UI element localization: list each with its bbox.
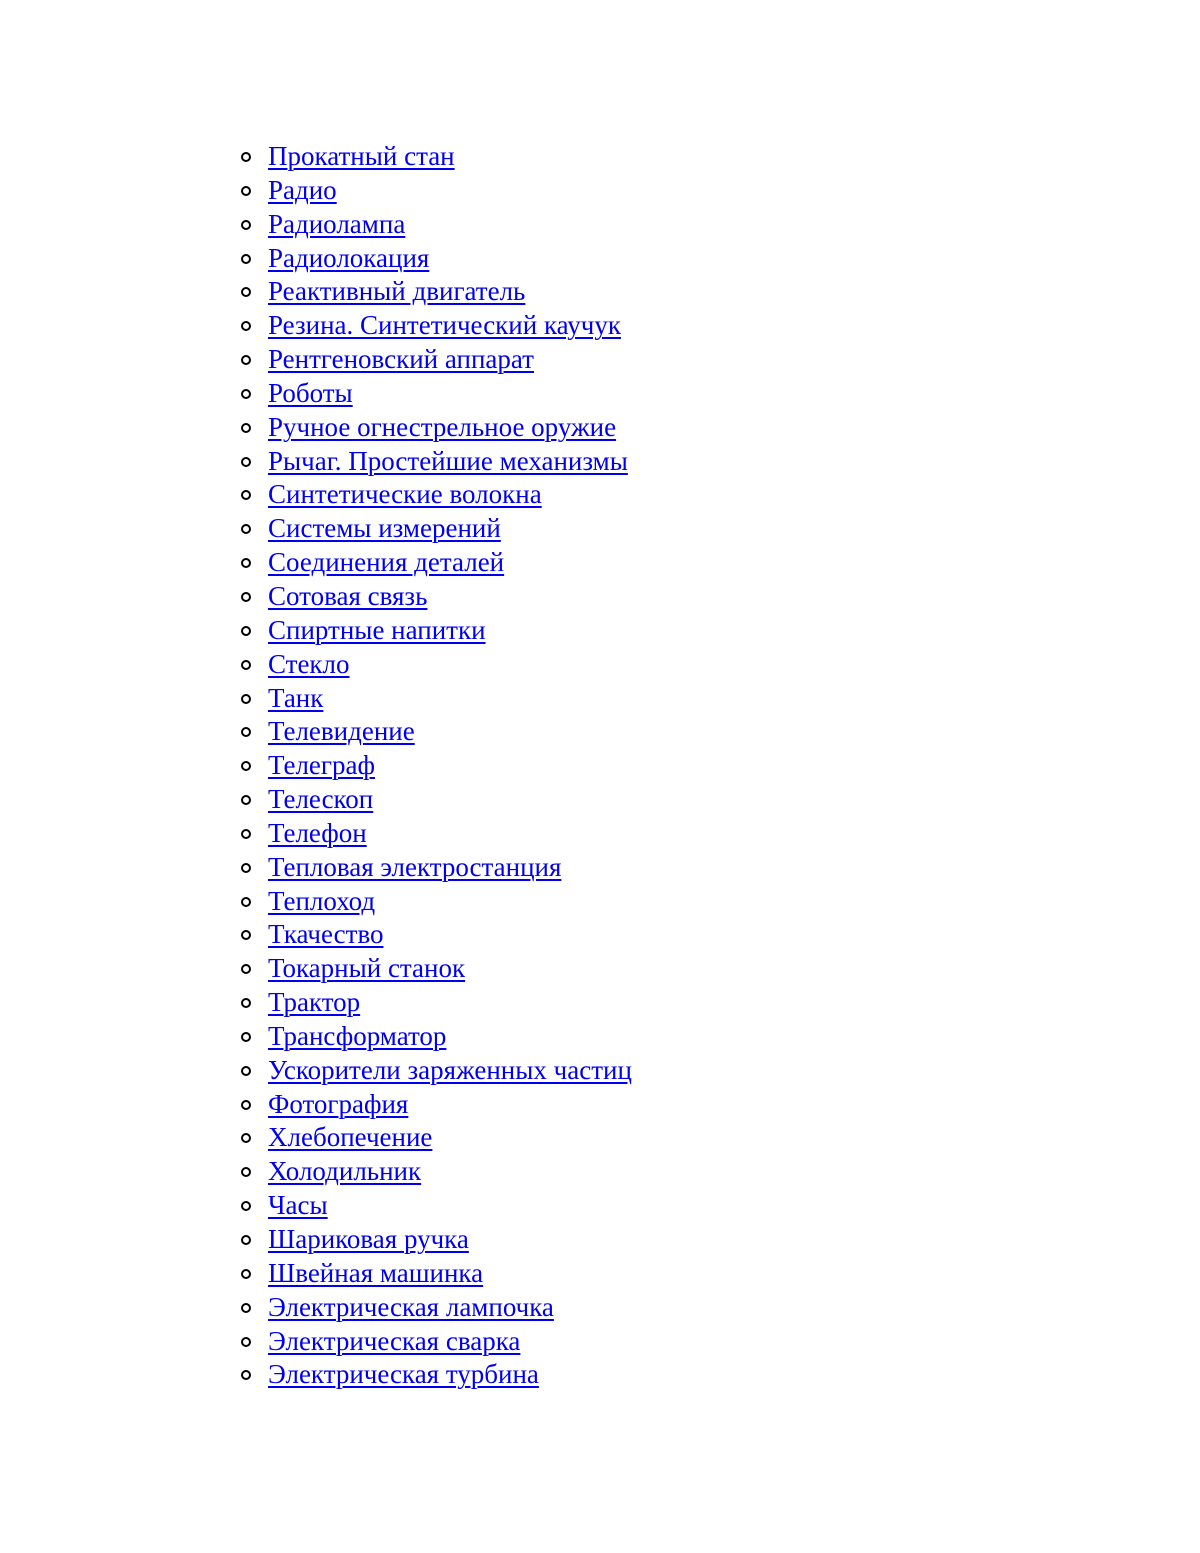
- link-sinteticheskie-volokna[interactable]: Синтетические волокна: [268, 479, 542, 510]
- list-item: [268, 411, 632, 445]
- hollow-circle-bullet-icon: [241, 1167, 251, 1177]
- link-prokatnyi-stan[interactable]: Прокатный стан: [268, 141, 455, 171]
- hollow-circle-bullet-icon: [241, 829, 251, 839]
- list-item: [268, 140, 632, 174]
- hollow-circle-bullet-icon: [241, 152, 251, 162]
- hollow-circle-bullet-icon: [241, 287, 251, 297]
- list-item: [268, 783, 632, 817]
- hollow-circle-bullet-icon: [241, 998, 251, 1008]
- list-item: [268, 1088, 632, 1122]
- link-teplovaya-elektrostantsiya[interactable]: Тепловая электростанция: [268, 851, 562, 882]
- link-elektricheskaya-svarka[interactable]: Электрическая сварка: [268, 1325, 521, 1356]
- link-rezina[interactable]: Резина. Синтетический каучук: [268, 310, 621, 341]
- hollow-circle-bullet-icon: [241, 457, 251, 467]
- hollow-circle-bullet-icon: [241, 321, 251, 331]
- hollow-circle-bullet-icon: [241, 254, 251, 264]
- list-item: [268, 1020, 632, 1054]
- list-item: [268, 1291, 632, 1325]
- list-item: [268, 1189, 632, 1223]
- hollow-circle-bullet-icon: [241, 1100, 251, 1110]
- hollow-circle-bullet-icon: [241, 423, 251, 433]
- hollow-circle-bullet-icon: [241, 761, 251, 771]
- list-item: [268, 749, 632, 783]
- link-elektricheskaya-turbina[interactable]: Электрическая турбина: [268, 1359, 539, 1390]
- link-sotovaya-svyaz[interactable]: Сотовая связь: [268, 580, 428, 611]
- list-item: [268, 445, 632, 479]
- link-chasy[interactable]: Часы: [268, 1190, 328, 1221]
- hollow-circle-bullet-icon: [241, 389, 251, 399]
- link-radiolokatsiya[interactable]: Радиолокация: [268, 242, 430, 273]
- list-item: [268, 343, 632, 377]
- hollow-circle-bullet-icon: [241, 930, 251, 940]
- hollow-circle-bullet-icon: [241, 592, 251, 602]
- link-kholodilnik[interactable]: Холодильник: [268, 1156, 422, 1187]
- link-elektricheskaya-lampochka[interactable]: Электрическая лампочка: [268, 1291, 554, 1322]
- list-item: [268, 614, 632, 648]
- hollow-circle-bullet-icon: [241, 355, 251, 365]
- list-item: [268, 851, 632, 885]
- list-item: [268, 1155, 632, 1189]
- link-uskoriteli-chastits[interactable]: Ускорители заряженных частиц: [268, 1054, 632, 1085]
- link-teleskop[interactable]: Телескоп: [268, 784, 374, 815]
- hollow-circle-bullet-icon: [241, 1370, 251, 1380]
- list-item: [268, 817, 632, 851]
- hollow-circle-bullet-icon: [241, 1066, 251, 1076]
- link-televidenie[interactable]: Телевидение: [268, 716, 415, 747]
- link-telegraf[interactable]: Телеграф: [268, 750, 375, 781]
- link-roboty[interactable]: Роботы: [268, 377, 353, 408]
- hollow-circle-bullet-icon: [241, 964, 251, 974]
- link-tank[interactable]: Танк: [268, 682, 324, 713]
- link-tkachestvo[interactable]: Ткачество: [268, 919, 384, 950]
- hollow-circle-bullet-icon: [241, 186, 251, 196]
- list-item: [268, 242, 632, 276]
- list-item: [268, 377, 632, 411]
- link-rychag[interactable]: Рычаг. Простейшие механизмы: [268, 445, 628, 476]
- list-item: [268, 715, 632, 749]
- list-item: [268, 885, 632, 919]
- list-item: [268, 952, 632, 986]
- link-reaktivnyi-dvigatel[interactable]: Реактивный двигатель: [268, 276, 526, 307]
- list-item: [268, 1257, 632, 1291]
- hollow-circle-bullet-icon: [241, 558, 251, 568]
- hollow-circle-bullet-icon: [241, 1235, 251, 1245]
- link-shveinaya-mashinka[interactable]: Швейная машинка: [268, 1257, 484, 1288]
- link-teplokhod[interactable]: Теплоход: [268, 885, 376, 916]
- hollow-circle-bullet-icon: [241, 727, 251, 737]
- list-item: [268, 648, 632, 682]
- hollow-circle-bullet-icon: [241, 863, 251, 873]
- link-steklo[interactable]: Стекло: [268, 648, 350, 679]
- link-telefon[interactable]: Телефон: [268, 817, 367, 848]
- link-sharikovaya-ruchka[interactable]: Шариковая ручка: [268, 1224, 469, 1254]
- link-khlebopechenie[interactable]: Хлебопечение: [268, 1122, 433, 1153]
- list-item: [268, 682, 632, 716]
- link-radio[interactable]: Радио: [268, 174, 337, 205]
- list-item: [268, 309, 632, 343]
- hollow-circle-bullet-icon: [241, 524, 251, 534]
- link-traktor[interactable]: Трактор: [268, 987, 361, 1018]
- hollow-circle-bullet-icon: [241, 1303, 251, 1313]
- list-item: [268, 275, 632, 309]
- hollow-circle-bullet-icon: [241, 897, 251, 907]
- list-item: [268, 478, 632, 512]
- list-item: [268, 1325, 632, 1359]
- hollow-circle-bullet-icon: [241, 1201, 251, 1211]
- hollow-circle-bullet-icon: [241, 490, 251, 500]
- hollow-circle-bullet-icon: [241, 660, 251, 670]
- list-item: [268, 208, 632, 242]
- list-item: [268, 986, 632, 1020]
- list-item: [268, 580, 632, 614]
- link-soedineniya-detalei[interactable]: Соединения деталей: [268, 547, 505, 578]
- link-tokarnyi-stanok[interactable]: Токарный станок: [268, 953, 466, 984]
- hollow-circle-bullet-icon: [241, 1032, 251, 1042]
- list-item: [268, 1054, 632, 1088]
- link-radiolampa[interactable]: Радиолампа: [268, 208, 406, 239]
- hollow-circle-bullet-icon: [241, 694, 251, 704]
- list-item: [268, 918, 632, 952]
- hollow-circle-bullet-icon: [241, 1133, 251, 1143]
- link-ruchnoe-oruzhie[interactable]: Ручное огнестрельное оружие: [268, 411, 617, 442]
- link-transformator[interactable]: Трансформатор: [268, 1020, 447, 1051]
- hollow-circle-bullet-icon: [241, 795, 251, 805]
- link-fotografiya[interactable]: Фотография: [268, 1088, 409, 1119]
- list-item: [268, 174, 632, 208]
- list-item: [268, 546, 632, 580]
- hollow-circle-bullet-icon: [241, 626, 251, 636]
- hollow-circle-bullet-icon: [241, 220, 251, 230]
- link-rentgenovskii-apparat[interactable]: Рентгеновский аппарат: [268, 344, 534, 375]
- list-item: [268, 1223, 632, 1257]
- link-spirtnye-napitki[interactable]: Спиртные напитки: [268, 614, 486, 645]
- hollow-circle-bullet-icon: [241, 1337, 251, 1347]
- hollow-circle-bullet-icon: [241, 1269, 251, 1279]
- list-item: [268, 512, 632, 546]
- list-item: [268, 1358, 632, 1392]
- list-item: [268, 1121, 632, 1155]
- link-list: [268, 140, 632, 1392]
- link-sistemy-izmerenii[interactable]: Системы измерений: [268, 513, 501, 544]
